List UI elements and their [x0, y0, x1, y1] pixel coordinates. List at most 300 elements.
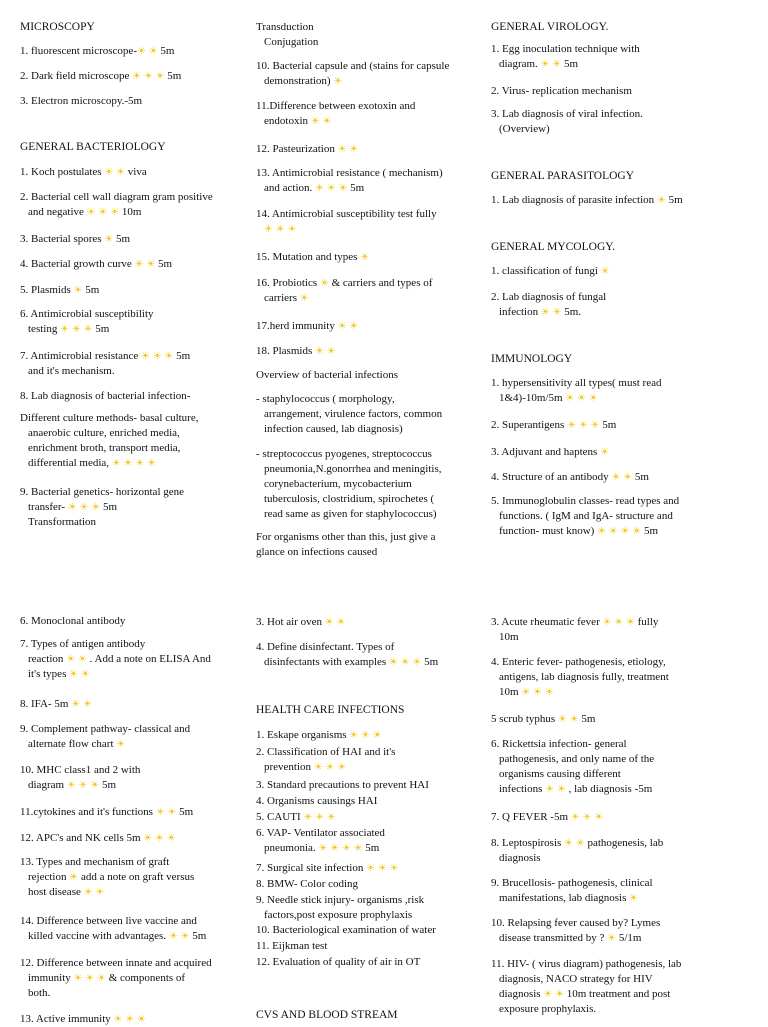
item-line: 2. Lab diagnosis of fungal [491, 291, 607, 303]
star-rating-icon: ☀ [83, 324, 93, 335]
star-rating-icon: ☀ [540, 59, 550, 70]
star-rating-icon: ☀ [104, 167, 114, 178]
list-item [256, 893, 424, 923]
item-line: Conjugation [264, 36, 319, 48]
item-line: 10m ☀ ☀ ☀ [499, 686, 554, 698]
star-rating-icon: ☀ [91, 502, 101, 513]
item-line: read same as given for staphylococcus) [264, 508, 437, 520]
list-item [256, 955, 420, 970]
item-line: 6. Antimicrobial susceptibility [20, 308, 154, 320]
star-rating-icon: ☀ [110, 207, 120, 218]
list-item [20, 349, 190, 379]
item-line: 1. fluorescent microscope-☀ ☀ 5m [20, 45, 175, 57]
list-item [20, 389, 190, 404]
list-item [256, 447, 442, 522]
item-line: 2. Superantigens ☀ ☀ ☀ 5m [491, 419, 617, 431]
star-rating-icon: ☀ [90, 780, 100, 791]
list-item [491, 876, 653, 906]
list-item [20, 307, 154, 337]
item-line: 10. Bacterial capsule and (stains for capsule [256, 60, 450, 72]
item-line: pneumonia. ☀ ☀ ☀ ☀ 5m [264, 842, 380, 854]
list-item [20, 722, 190, 752]
star-rating-icon: ☀ [629, 893, 639, 904]
item-line: 14. Antimicrobial susceptibility test fully [256, 208, 437, 220]
star-rating-icon: ☀ [125, 1014, 135, 1025]
item-line: antigens, lab diagnosis fully, treatment [499, 671, 669, 683]
item-line: 8. Lab diagnosis of bacterial infection- [20, 390, 191, 402]
list-item [20, 831, 176, 846]
star-rating-icon: ☀ [264, 224, 273, 235]
star-rating-icon: ☀ [71, 324, 81, 335]
item-line: 2. Virus- replication mechanism [491, 85, 632, 97]
star-rating-icon: ☀ [71, 699, 81, 710]
list-item [20, 69, 181, 84]
item-line: 12. Difference between innate and acquired [20, 957, 212, 969]
star-rating-icon: ☀ [594, 812, 604, 823]
item-line: 6. Rickettsia infection- general [491, 738, 627, 750]
list-item [256, 319, 358, 334]
item-line: GENERAL VIROLOGY. [491, 21, 609, 33]
list-item [20, 485, 184, 530]
item-line: 11.cytokines and it's functions ☀ ☀ 5m [20, 806, 194, 818]
star-rating-icon: ☀ [412, 657, 422, 668]
star-rating-icon: ☀ [333, 76, 343, 87]
item-line: factors,post exposure prophylaxis [264, 909, 413, 921]
item-line: diagram ☀ ☀ ☀ 5m [28, 779, 117, 791]
item-line: diagnosis [499, 852, 541, 864]
list-item [20, 763, 140, 793]
section-heading [20, 20, 95, 35]
item-line: 7. Antimicrobial resistance ☀ ☀ ☀ 5m [20, 350, 191, 362]
star-rating-icon: ☀ [314, 346, 324, 357]
list-item [20, 1012, 146, 1027]
star-rating-icon: ☀ [552, 59, 562, 70]
item-line: 12. APC's and NK cells 5m ☀ ☀ ☀ [20, 832, 176, 844]
list-item [491, 615, 658, 645]
star-rating-icon: ☀ [578, 420, 588, 431]
star-rating-icon: ☀ [600, 447, 610, 458]
item-line: function- must know) ☀ ☀ ☀ ☀ 5m [499, 525, 659, 537]
star-rating-icon: ☀ [377, 863, 387, 874]
list-item [20, 914, 206, 944]
star-rating-icon: ☀ [557, 714, 567, 725]
star-rating-icon: ☀ [349, 144, 359, 155]
list-item [491, 445, 609, 460]
item-line: 8. Leptospirosis ☀ ☀ pathogenesis, lab [491, 837, 664, 849]
item-line: 1. Egg inoculation technique with [491, 43, 640, 55]
item-line: 9. Needle stick injury- organisms ,risk [256, 894, 425, 906]
item-line: 4. Organisms causings HAI [256, 795, 378, 807]
list-item [20, 855, 194, 900]
star-rating-icon: ☀ [134, 259, 144, 270]
star-rating-icon: ☀ [73, 973, 83, 984]
star-rating-icon: ☀ [148, 46, 158, 57]
star-rating-icon: ☀ [82, 699, 92, 710]
item-line: CVS AND BLOOD STREAM [256, 1009, 398, 1021]
star-rating-icon: ☀ [143, 833, 153, 844]
item-line: - staphylococcus ( morphology, [256, 393, 395, 405]
star-rating-icon: ☀ [80, 669, 90, 680]
item-line: 10. Relapsing fever caused by? Lymes [491, 917, 661, 929]
list-item [256, 810, 336, 825]
star-rating-icon: ☀ [366, 863, 376, 874]
star-rating-icon: ☀ [338, 183, 348, 194]
item-line: infection caused, lab diagnosis) [264, 423, 403, 435]
item-line: 3. Hot air oven ☀ ☀ [256, 616, 346, 628]
star-rating-icon: ☀ [287, 224, 297, 235]
item-line: 3. Bacterial spores ☀ 5m [20, 233, 131, 245]
star-rating-icon: ☀ [123, 458, 133, 469]
star-rating-icon: ☀ [60, 324, 70, 335]
item-line: and action. ☀ ☀ ☀ 5m [264, 182, 365, 194]
list-item [256, 745, 395, 775]
star-rating-icon: ☀ [540, 307, 550, 318]
list-item [491, 418, 616, 433]
item-line: GENERAL MYCOLOGY. [491, 241, 615, 253]
item-line: endotoxin ☀ ☀ [264, 115, 332, 127]
star-rating-icon: ☀ [96, 973, 106, 984]
item-line: 5. Immunoglobulin classes- read types and [491, 495, 680, 507]
list-item [256, 59, 449, 89]
item-line: 7. Q FEVER -5m ☀ ☀ ☀ [491, 811, 604, 823]
star-rating-icon: ☀ [567, 420, 577, 431]
list-item [491, 810, 603, 825]
item-line: 15. Mutation and types ☀ [256, 251, 370, 263]
item-line: prevention ☀ ☀ ☀ [264, 761, 347, 773]
item-line: 3. Lab diagnosis of viral infection. [491, 108, 643, 120]
list-item [256, 207, 437, 237]
star-rating-icon: ☀ [625, 617, 635, 628]
item-line: 3. Acute rheumatic fever ☀ ☀ ☀ fully [491, 616, 659, 628]
item-line: 13. Active immunity ☀ ☀ ☀ [20, 1013, 146, 1025]
list-item [256, 861, 399, 876]
star-rating-icon: ☀ [326, 812, 336, 823]
star-rating-icon: ☀ [116, 739, 126, 750]
item-line: disease transmitted by ? ☀ 5/1m [499, 932, 642, 944]
item-line: 9. Bacterial genetics- horizontal gene [20, 486, 185, 498]
list-item [256, 939, 327, 954]
list-item [256, 20, 318, 50]
list-item [20, 697, 92, 712]
list-item [256, 250, 369, 265]
list-item [256, 778, 429, 793]
star-rating-icon: ☀ [590, 420, 600, 431]
star-rating-icon: ☀ [155, 807, 165, 818]
item-line: 10m [499, 631, 519, 643]
star-rating-icon: ☀ [400, 657, 410, 668]
list-item [491, 107, 643, 137]
item-line: For organisms other than this, just give a [256, 531, 436, 543]
item-line: 5. Plasmids ☀ 5m [20, 284, 100, 296]
item-line: diagram. ☀ ☀ 5m [499, 58, 579, 70]
item-line: pneumonia,N.gonorrhea and meningitis, [264, 463, 442, 475]
star-rating-icon: ☀ [140, 351, 150, 362]
item-line: both. [28, 987, 51, 999]
star-rating-icon: ☀ [310, 116, 320, 127]
star-rating-icon: ☀ [623, 472, 633, 483]
star-rating-icon: ☀ [353, 843, 363, 854]
star-rating-icon: ☀ [136, 1014, 146, 1025]
list-item [20, 956, 212, 1001]
list-item [256, 826, 385, 856]
item-line: 2. Classification of HAI and it's [256, 746, 396, 758]
item-line: HEALTH CARE INFECTIONS [256, 704, 405, 716]
item-line: corynebacterium, mycobacterium [264, 478, 412, 490]
star-rating-icon: ☀ [132, 71, 142, 82]
item-line: 11. HIV- ( virus diagram) pathogenesis, lab [491, 958, 682, 970]
star-rating-icon: ☀ [570, 812, 580, 823]
list-item [491, 470, 649, 485]
item-line: 13. Types and mechanism of graft [20, 856, 170, 868]
list-item [256, 276, 432, 306]
list-item [491, 737, 654, 797]
item-line: diagnosis, NACO strategy for HIV [499, 973, 653, 985]
item-line: it's types ☀ ☀ [28, 668, 90, 680]
list-item [491, 916, 660, 946]
item-line: 14. Difference between live vaccine and [20, 915, 197, 927]
item-line: 11. Eijkman test [256, 940, 328, 952]
item-line: 1. Lab diagnosis of parasite infection ☀ 5m [491, 194, 683, 206]
item-line: 9. Complement pathway- classical and [20, 723, 191, 735]
item-line: transfer- ☀ ☀ ☀ 5m [28, 501, 118, 513]
item-line: and it's mechanism. [28, 365, 115, 377]
star-rating-icon: ☀ [146, 458, 156, 469]
star-rating-icon: ☀ [315, 183, 324, 194]
star-rating-icon: ☀ [543, 989, 553, 1000]
star-rating-icon: ☀ [565, 393, 575, 404]
item-line: testing ☀ ☀ ☀ 5m [28, 323, 110, 335]
item-line: Transduction [256, 21, 314, 33]
list-item [256, 392, 442, 437]
section-heading [491, 169, 634, 184]
star-rating-icon: ☀ [164, 351, 174, 362]
list-item [256, 530, 435, 560]
star-rating-icon: ☀ [79, 502, 89, 513]
item-line: 4. Enteric fever- pathogenesis, etiology, [491, 656, 666, 668]
star-rating-icon: ☀ [299, 293, 309, 304]
item-line: organisms causing different [499, 768, 621, 780]
star-rating-icon: ☀ [602, 617, 612, 628]
section-heading [256, 1008, 398, 1023]
list-item [491, 290, 606, 320]
item-line: differential media, ☀ ☀ ☀ ☀ [28, 457, 156, 469]
star-rating-icon: ☀ [588, 393, 598, 404]
star-rating-icon: ☀ [577, 393, 586, 404]
list-item [491, 494, 679, 539]
star-rating-icon: ☀ [66, 654, 76, 665]
item-line: 1. Eskape organisms ☀ ☀ ☀ [256, 729, 382, 741]
star-rating-icon: ☀ [372, 730, 382, 741]
item-line: 5 scrub typhus ☀ ☀ 5m [491, 713, 596, 725]
star-rating-icon: ☀ [166, 833, 176, 844]
item-line: host disease ☀ ☀ [28, 886, 105, 898]
star-rating-icon: ☀ [78, 780, 88, 791]
star-rating-icon: ☀ [533, 687, 542, 698]
star-rating-icon: ☀ [607, 933, 617, 944]
item-line: demonstration) ☀ [264, 75, 343, 87]
item-line: alternate flow chart ☀ [28, 738, 126, 750]
list-item [256, 142, 358, 157]
item-line: 6. Monoclonal antibody [20, 615, 126, 627]
list-item [20, 165, 147, 180]
list-item [20, 637, 211, 682]
item-line: 13. Antimicrobial resistance ( mechanism) [256, 167, 443, 179]
star-rating-icon: ☀ [564, 838, 573, 849]
star-rating-icon: ☀ [337, 762, 347, 773]
list-item [491, 264, 610, 279]
star-rating-icon: ☀ [325, 762, 335, 773]
item-line: 6. VAP- Ventilator associated [256, 827, 385, 839]
star-rating-icon: ☀ [67, 502, 77, 513]
star-rating-icon: ☀ [341, 843, 351, 854]
item-line: 12. Evaluation of quality of air in OT [256, 956, 421, 968]
item-line: arrangement, virulence factors, common [264, 408, 443, 420]
star-rating-icon: ☀ [556, 784, 566, 795]
star-rating-icon: ☀ [77, 654, 87, 665]
star-rating-icon: ☀ [83, 887, 93, 898]
star-rating-icon: ☀ [136, 46, 146, 57]
item-line: 1. Koch postulates ☀ ☀ viva [20, 166, 147, 178]
star-rating-icon: ☀ [582, 812, 592, 823]
star-rating-icon: ☀ [349, 730, 359, 741]
star-rating-icon: ☀ [575, 838, 585, 849]
star-rating-icon: ☀ [146, 259, 156, 270]
item-line: GENERAL PARASITOLOGY [491, 170, 635, 182]
item-line: reaction ☀ ☀ . Add a note on ELISA And [28, 653, 211, 665]
item-line: 8. IFA- 5m ☀ ☀ [20, 698, 92, 710]
star-rating-icon: ☀ [600, 266, 610, 277]
star-rating-icon: ☀ [319, 278, 329, 289]
section-heading [491, 240, 615, 255]
item-line: 2. Dark field microscope ☀ ☀ ☀ 5m [20, 70, 182, 82]
star-rating-icon: ☀ [98, 207, 108, 218]
item-line: MICROSCOPY [20, 21, 95, 33]
item-line: immunity ☀ ☀ ☀ & components of [28, 972, 186, 984]
star-rating-icon: ☀ [155, 71, 165, 82]
star-rating-icon: ☀ [168, 931, 178, 942]
section-heading [256, 703, 404, 718]
star-rating-icon: ☀ [336, 617, 346, 628]
list-item [256, 728, 382, 743]
item-line: 3. Standard precautions to prevent HAI [256, 779, 429, 791]
star-rating-icon: ☀ [313, 762, 323, 773]
item-line: infections ☀ ☀ , lab diagnosis -5m [499, 783, 653, 795]
star-rating-icon: ☀ [66, 780, 76, 791]
star-rating-icon: ☀ [608, 526, 618, 537]
item-line: 8. BMW- Color coding [256, 878, 359, 890]
star-rating-icon: ☀ [337, 321, 347, 332]
star-rating-icon: ☀ [111, 458, 121, 469]
list-item [20, 190, 213, 220]
star-rating-icon: ☀ [545, 784, 555, 795]
star-rating-icon: ☀ [155, 833, 164, 844]
star-rating-icon: ☀ [656, 195, 666, 206]
star-rating-icon: ☀ [318, 843, 328, 854]
list-item [256, 368, 398, 383]
item-line: 4. Bacterial growth curve ☀ ☀ 5m [20, 258, 173, 270]
item-line: functions. ( IgM and IgA- structure and [499, 510, 673, 522]
item-line: 11.Difference between exotoxin and [256, 100, 416, 112]
item-line: 2. Bacterial cell wall diagram gram positive [20, 191, 213, 203]
star-rating-icon: ☀ [143, 71, 153, 82]
star-rating-icon: ☀ [104, 234, 114, 245]
star-rating-icon: ☀ [360, 252, 370, 263]
item-line: - streptococcus pyogenes, streptococcus [256, 448, 432, 460]
star-rating-icon: ☀ [552, 307, 562, 318]
list-item [256, 615, 345, 630]
item-line: Different culture methods- basal culture, [20, 412, 199, 424]
item-line [256, 222, 437, 237]
item-line: 10. MHC class1 and 2 with [20, 764, 141, 776]
item-line: 5. CAUTI ☀ ☀ ☀ [256, 811, 336, 823]
star-rating-icon: ☀ [614, 617, 624, 628]
star-rating-icon: ☀ [73, 285, 83, 296]
item-line: Transformation [28, 516, 97, 528]
list-item [491, 42, 640, 72]
item-line: 1&4)-10m/5m ☀ ☀ ☀ [499, 392, 598, 404]
item-line: 7. Types of antigen antibody [20, 638, 146, 650]
star-rating-icon: ☀ [597, 526, 607, 537]
item-line: exposure prophylaxis. [499, 1003, 597, 1015]
item-line: 1. hypersensitivity all types( must read [491, 377, 662, 389]
star-rating-icon: ☀ [569, 714, 579, 725]
star-rating-icon: ☀ [324, 617, 334, 628]
list-item [491, 193, 683, 208]
item-line: 17.herd immunity ☀ ☀ [256, 320, 359, 332]
list-item [20, 257, 172, 272]
star-rating-icon: ☀ [152, 351, 162, 362]
item-line: disinfectants with examples ☀ ☀ ☀ 5m [264, 656, 439, 668]
list-item [256, 166, 443, 196]
list-item [491, 712, 595, 727]
item-line: 3. Electron microscopy.-5m [20, 95, 143, 107]
star-rating-icon: ☀ [632, 526, 642, 537]
item-line: 9. Brucellosis- pathogenesis, clinical [491, 877, 653, 889]
star-rating-icon: ☀ [361, 730, 370, 741]
item-line: 10. Bacteriological examination of water [256, 924, 436, 936]
item-line: 4. Define disinfectant. Types of [256, 641, 395, 653]
star-rating-icon: ☀ [326, 183, 336, 194]
star-rating-icon: ☀ [521, 687, 531, 698]
item-line: GENERAL BACTERIOLOGY [20, 141, 166, 153]
star-rating-icon: ☀ [167, 807, 177, 818]
star-rating-icon: ☀ [113, 1014, 123, 1025]
list-item [20, 805, 193, 820]
star-rating-icon: ☀ [544, 687, 554, 698]
star-rating-icon: ☀ [69, 669, 79, 680]
star-rating-icon: ☀ [69, 872, 79, 883]
star-rating-icon: ☀ [555, 989, 564, 1000]
list-item [20, 44, 174, 59]
star-rating-icon: ☀ [116, 167, 126, 178]
list-item [256, 877, 358, 892]
section-heading [491, 20, 608, 35]
item-line: rejection ☀ add a note on graft versus [28, 871, 195, 883]
star-rating-icon: ☀ [611, 472, 621, 483]
list-item [491, 957, 681, 1017]
star-rating-icon: ☀ [303, 812, 313, 823]
list-item [20, 614, 125, 629]
item-line: 12. Pasteurization ☀ ☀ [256, 143, 359, 155]
star-rating-icon: ☀ [275, 224, 285, 235]
star-rating-icon: ☀ [180, 931, 190, 942]
list-item [491, 84, 632, 99]
list-item [20, 94, 142, 109]
list-item [256, 640, 438, 670]
item-line: 16. Probiotics ☀ & carriers and types of [256, 277, 433, 289]
list-item [256, 344, 336, 359]
star-rating-icon: ☀ [95, 887, 105, 898]
